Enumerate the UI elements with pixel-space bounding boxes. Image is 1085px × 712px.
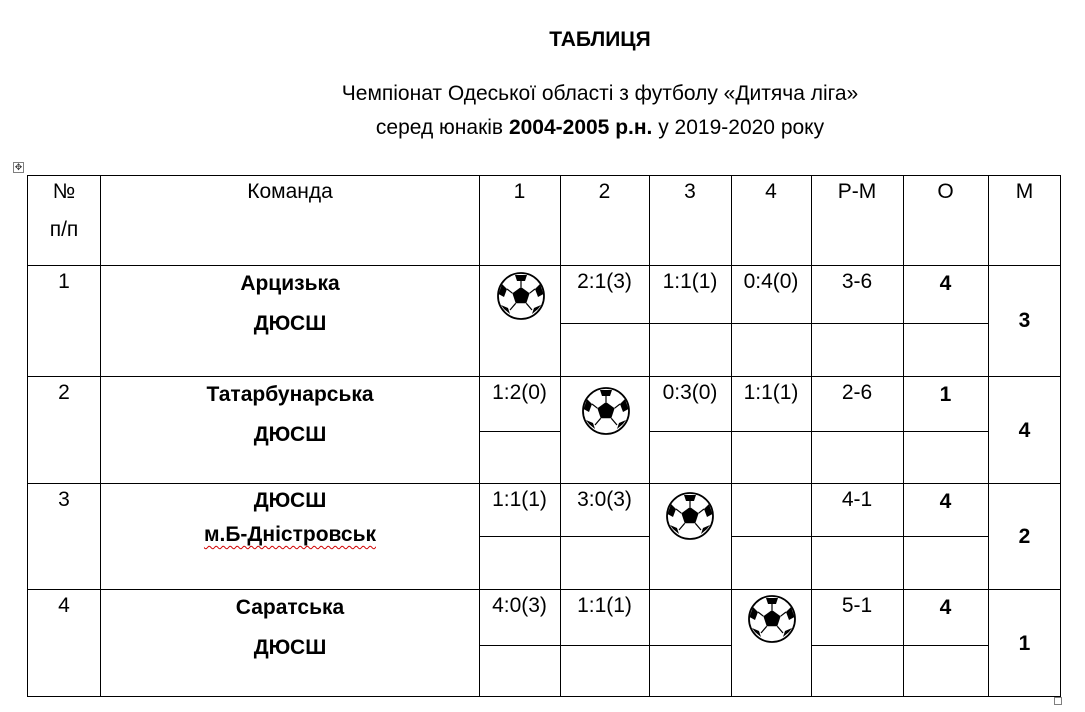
row-number: 2	[58, 381, 70, 404]
team-name-line-1: Саратська	[235, 596, 345, 619]
subtitle-pre: серед юнаків	[375, 116, 509, 139]
place-cell: 1	[1018, 632, 1031, 655]
team-name-line-1: ДЮСШ	[253, 489, 327, 512]
header-col-4: 4	[765, 180, 777, 203]
goals-cell: 3-6	[841, 270, 873, 293]
team-name-line-1: Арцизька	[240, 272, 340, 295]
row-number: 4	[58, 594, 70, 617]
row-number: 3	[58, 488, 70, 511]
result-cell: 1:1(1)	[743, 381, 799, 404]
header-number	[27, 180, 101, 242]
subtitle-years: 2004-2005 р.н.	[508, 116, 653, 139]
team-name-line-2: ДЮСШ	[253, 312, 327, 335]
team-name-line-2: ДЮСШ	[253, 636, 327, 659]
goals-cell: 4-1	[841, 488, 873, 511]
result-cell: 0:4(0)	[743, 270, 799, 293]
place-cell: 3	[1018, 309, 1031, 332]
result-cell: 4:0(3)	[492, 594, 547, 617]
header-number-bottom: п/п	[49, 218, 79, 241]
header-points: О	[937, 180, 954, 203]
header-col-1: 1	[513, 180, 526, 203]
soccer-ball-icon	[667, 493, 713, 539]
header-place: М	[1015, 180, 1034, 203]
page-title: ТАБЛИЦЯ	[549, 28, 651, 51]
header-team: Команда	[247, 180, 333, 203]
points-cell: 4	[939, 490, 952, 513]
result-cell: 1:1(1)	[662, 270, 718, 293]
place-cell: 4	[1018, 419, 1031, 442]
row-number: 1	[58, 270, 70, 293]
result-cell: 2:1(3)	[577, 270, 632, 293]
team-name-line-2-text: м.Б-Дністровськ	[203, 523, 377, 546]
subtitle-post: у 2019-2020 року	[652, 116, 825, 139]
team-name	[100, 272, 480, 336]
points-cell: 4	[939, 596, 952, 619]
soccer-ball-icon	[498, 273, 544, 319]
header-number-top: №	[52, 180, 76, 203]
result-cell: 1:2(0)	[492, 381, 547, 404]
result-cell: 1:1(1)	[492, 488, 547, 511]
team-name	[100, 489, 480, 547]
team-name	[100, 596, 480, 660]
points-cell: 4	[939, 272, 952, 295]
subtitle-line-1: Чемпіонат Одеської області з футболу «Дитяча ліга»	[341, 82, 859, 105]
result-cell: 0:3(0)	[662, 381, 718, 404]
points-cell: 1	[939, 383, 952, 406]
place-cell: 2	[1018, 525, 1031, 548]
result-cell: 3:0(3)	[577, 488, 632, 511]
header-col-2: 2	[598, 180, 611, 203]
header-col-3: 3	[684, 180, 696, 203]
team-name	[100, 383, 480, 447]
header-goals: Р-М	[837, 180, 877, 203]
goals-cell: 2-6	[841, 381, 873, 404]
team-name-line-1: Татарбунарська	[206, 383, 374, 406]
result-cell: 1:1(1)	[577, 594, 632, 617]
soccer-ball-icon	[749, 596, 795, 642]
table-move-handle-icon[interactable]: ✥	[14, 162, 23, 172]
goals-cell: 5-1	[841, 594, 873, 617]
team-name-line-2	[100, 523, 480, 547]
soccer-ball-icon	[583, 388, 629, 434]
team-name-line-2: ДЮСШ	[253, 423, 327, 446]
